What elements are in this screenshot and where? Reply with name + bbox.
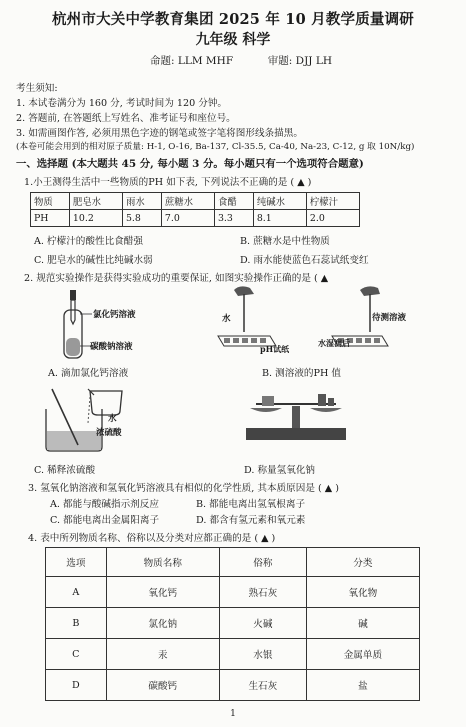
table-cell: 水银 bbox=[219, 639, 306, 670]
table-cell: A bbox=[46, 577, 107, 608]
table-cell: 火碱 bbox=[219, 608, 306, 639]
propositioner: 命题: LLM MHF bbox=[150, 55, 234, 67]
table-cell: 肥皂水 bbox=[69, 193, 122, 210]
table-cell: 2.0 bbox=[306, 210, 359, 227]
q1-option-a: A. 柠檬汁的酸性比食醋强 bbox=[34, 236, 143, 247]
notice-item-3: 3. 如需画图作答, 必须用黑色字迹的钢笔或签字笔将图形线条描黑。 bbox=[16, 128, 303, 139]
table-cell: 氧化钙 bbox=[106, 577, 219, 608]
figure-b-label-water: 水 bbox=[222, 314, 231, 324]
table-cell: 5.8 bbox=[122, 210, 161, 227]
table-header-cell: 俗称 bbox=[219, 548, 306, 577]
notice-heading: 考生须知: bbox=[16, 83, 58, 94]
q1-stem: 1.小王测得生活中一些物质的PH 如下表, 下列说法不正确的是 ( ▲ ) bbox=[24, 177, 312, 188]
q3-option-d: D. 都含有氢元素和氧元素 bbox=[196, 515, 306, 526]
figure-b-label-solution: 待测溶液 bbox=[372, 313, 407, 323]
table-row bbox=[46, 577, 420, 608]
table-cell: PH bbox=[31, 210, 70, 227]
ph-table bbox=[30, 192, 360, 227]
notice-item-4: (本卷可能会用到的相对原子质量: H-1, O-16, Ba-137, Cl-35.5, Ca-40, Na-23, C-12, g 取 10N/kg) bbox=[16, 142, 415, 152]
table-cell: C bbox=[46, 639, 107, 670]
table-cell: 纯碱水 bbox=[253, 193, 306, 210]
table-cell: 汞 bbox=[106, 639, 219, 670]
q3-stem: 3. 氢氧化钠溶液和氢氧化钙溶液具有相似的化学性质, 其本质原因是 ( ▲ ) bbox=[28, 483, 339, 494]
figure-c-label-acid: 浓硫酸 bbox=[96, 428, 122, 438]
table-cell: B bbox=[46, 608, 107, 639]
q1-option-d: D. 雨水能使蓝色石蕊试纸变红 bbox=[240, 255, 369, 266]
table-header-row bbox=[46, 548, 420, 577]
table-cell: 碱 bbox=[306, 608, 419, 639]
table-cell: 柠檬汁 bbox=[306, 193, 359, 210]
figure-a-label-1: 氯化钙溶液 bbox=[93, 310, 136, 320]
q2-option-c: C. 稀释浓硫酸 bbox=[34, 465, 96, 476]
table-header-cell: 物质名称 bbox=[106, 548, 219, 577]
table-row bbox=[46, 670, 420, 701]
exam-title: 杭州市大关中学教育集团 2025 年 10 月教学质量调研 bbox=[51, 11, 415, 28]
table-cell: 生石灰 bbox=[219, 670, 306, 701]
authors-line bbox=[150, 53, 332, 68]
exam-subtitle: 九年级 科学 bbox=[195, 32, 271, 48]
table-cell: 蔗糖水 bbox=[161, 193, 214, 210]
table-cell: 物质 bbox=[31, 193, 70, 210]
q2-option-a: A. 滴加氯化钙溶液 bbox=[48, 368, 129, 379]
figure-b-label-wet: 水湿润后 bbox=[318, 338, 350, 348]
table-row bbox=[31, 193, 360, 210]
q3-option-b: B. 都能电离出氢氧根离子 bbox=[196, 499, 306, 510]
figure-c-dilution bbox=[34, 383, 144, 453]
table-cell: 食醋 bbox=[214, 193, 253, 210]
notice-item-1: 1. 本试卷满分为 160 分, 考试时间为 120 分钟。 bbox=[16, 98, 228, 109]
table-cell: 7.0 bbox=[161, 210, 214, 227]
table-header-cell: 分类 bbox=[306, 548, 419, 577]
table-cell: 金属单质 bbox=[306, 639, 419, 670]
table-row bbox=[46, 639, 420, 670]
figure-b-label-paper: pH试纸 bbox=[260, 344, 290, 354]
table-cell: 雨水 bbox=[122, 193, 161, 210]
figure-a-label-2: 碳酸钠溶液 bbox=[90, 342, 133, 352]
table-cell: 氧化物 bbox=[306, 577, 419, 608]
figure-c-label-water: 水 bbox=[108, 414, 117, 424]
table-cell: 3.3 bbox=[214, 210, 253, 227]
table-cell: D bbox=[46, 670, 107, 701]
table-cell: 氯化钠 bbox=[106, 608, 219, 639]
table-cell: 10.2 bbox=[69, 210, 122, 227]
table-row bbox=[31, 210, 360, 227]
table-header-cell: 选项 bbox=[46, 548, 107, 577]
q4-stem: 4. 表中所列物质名称、俗称以及分类对应都正确的是 ( ▲ ) bbox=[28, 533, 276, 544]
q1-option-c: C. 肥皂水的碱性比纯碱水弱 bbox=[34, 255, 153, 266]
q2-stem: 2. 规范实验操作是获得实验成功的重要保证, 如图实验操作正确的是 ( ▲ bbox=[24, 273, 329, 284]
table-cell: 8.1 bbox=[253, 210, 306, 227]
q2-option-d: D. 称量氢氧化钠 bbox=[244, 465, 316, 476]
reviewer: 审题: DJJ LH bbox=[267, 55, 332, 67]
notice-item-2: 2. 答题前, 在答题纸上写姓名、准考证号和座位号。 bbox=[16, 113, 236, 124]
q3-option-a: A. 都能与酸碱指示剂反应 bbox=[50, 499, 159, 510]
section-heading: 一、选择题 (本大题共 45 分, 每小题 3 分。每小题只有一个选项符合题意) bbox=[16, 158, 364, 170]
q2-option-b: B. 测溶液的PH 值 bbox=[262, 368, 341, 379]
q4-table bbox=[45, 547, 420, 701]
page-number: 1 bbox=[230, 709, 236, 719]
table-cell: 熟石灰 bbox=[219, 577, 306, 608]
table-cell: 盐 bbox=[306, 670, 419, 701]
figure-b-ph-test bbox=[210, 284, 400, 364]
q3-option-c: C. 都能电离出金属阳离子 bbox=[50, 515, 160, 526]
figure-d-balance bbox=[236, 384, 356, 446]
q1-option-b: B. 蔗糖水是中性物质 bbox=[240, 236, 330, 247]
table-row bbox=[46, 608, 420, 639]
table-cell: 碳酸钙 bbox=[106, 670, 219, 701]
